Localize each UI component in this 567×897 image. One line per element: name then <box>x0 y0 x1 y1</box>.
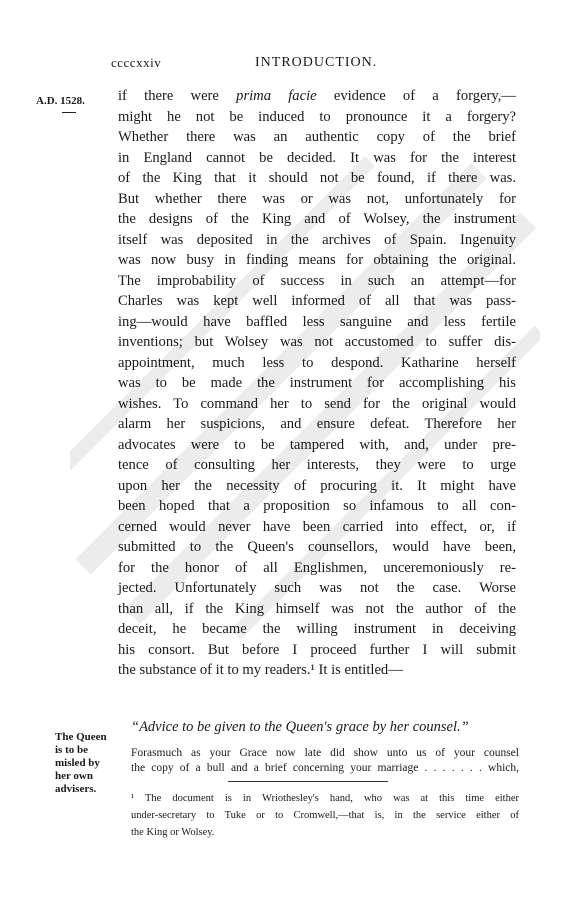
quote-line: Forasmuch as your Grace now late did show unto us of your counsel <box>131 747 519 759</box>
footnote-line: the King or Wolsey. <box>131 827 215 838</box>
body-line: was now busy in finding means for obtaining the original. <box>118 252 516 268</box>
body-line: ing—would have baffled less sanguine and less fertile <box>118 313 516 330</box>
body-line: But whether there was or was not, unfortunately for <box>118 190 516 207</box>
body-line: the substance of it to my readers.¹ It is entitled— <box>118 662 403 678</box>
body-line: appointment, much less to despond. Katharine herself <box>118 354 516 371</box>
page-number: ccccxxiv <box>111 55 162 70</box>
body-line: if there were prima facie evidence of a forgery,— <box>118 88 516 104</box>
body-line: for the honor of all Englishmen, unceremoniously re- <box>118 559 516 576</box>
running-title: INTRODUCTION. <box>255 55 378 70</box>
footnote-line: ¹ The document is in Wriothesley's hand, who was at this time either <box>131 793 519 804</box>
body-line: The improbability of success in such an attempt—for <box>118 272 516 289</box>
body-line: itself was deposited in the archives of Spain. Ingenuity <box>118 231 516 248</box>
footnote <box>131 790 519 841</box>
sidenote-line: misled by <box>55 757 100 769</box>
body-line: cerned would never have been carried into effect, or, if <box>118 518 516 535</box>
body-line: the designs of the King and of Wolsey, the instrument <box>118 211 516 227</box>
body-line: submitted to the Queen's counsellors, would have been, <box>118 539 516 555</box>
body-line: advocates were to be tampered with, and, under pre- <box>118 436 516 453</box>
sidenote-line: is to be <box>55 744 88 756</box>
body-line: Charles was kept well informed of all that was pass- <box>118 293 516 309</box>
margin-dash <box>62 112 76 113</box>
body-line: of the King that it should not be found, if there was. <box>118 170 516 186</box>
quote-line: the copy of a bull and a brief concerning your marriage . . . . . . . which, <box>131 762 519 774</box>
body-line: than all, if the King himself was not the author of the <box>118 600 516 617</box>
quote-text <box>131 746 519 776</box>
sidenote-line: her own <box>55 770 93 782</box>
quote-title: “Advice to be given to the Queen's grace by her counsel.” <box>131 719 469 735</box>
body-line: might he not be induced to pronounce it a forgery? <box>118 108 516 125</box>
body-line: tence of consulting her interests, they were to urge <box>118 457 516 473</box>
body-line: was to be made the instrument for accomplishing his <box>118 375 516 391</box>
body-line: alarm her suspicions, and ensure defeat. Therefore her <box>118 416 516 432</box>
body-line: been hoped that a proposition so infamous to all con- <box>118 498 516 514</box>
body-line: deceit, he became the willing instrument in deceiving <box>118 621 516 637</box>
footnote-rule <box>228 781 388 782</box>
body-line: upon her the necessity of procuring it. It might have <box>118 477 516 494</box>
body-line: inventions; but Wolsey was not accustomed to suffer dis- <box>118 334 516 350</box>
body-paragraph <box>118 86 516 681</box>
sidenote-line: advisers. <box>55 783 97 795</box>
body-line: Whether there was an authentic copy of the brief <box>118 129 516 145</box>
margin-date: A.D. 1528. <box>36 95 85 107</box>
footnote-line: under-secretary to Tuke or to Cromwell,—that is, in the service either of <box>131 810 519 821</box>
margin-sidenote <box>55 731 115 796</box>
sidenote-line: The Queen <box>55 731 107 743</box>
body-line: his consort. But before I proceed further I will submit <box>118 641 516 658</box>
page-header <box>0 55 567 77</box>
body-line: wishes. To command her to send for the original would <box>118 395 516 412</box>
body-line: jected. Unfortunately such was not the case. Worse <box>118 580 516 596</box>
body-line: in England cannot be decided. It was for the interest <box>118 149 516 166</box>
